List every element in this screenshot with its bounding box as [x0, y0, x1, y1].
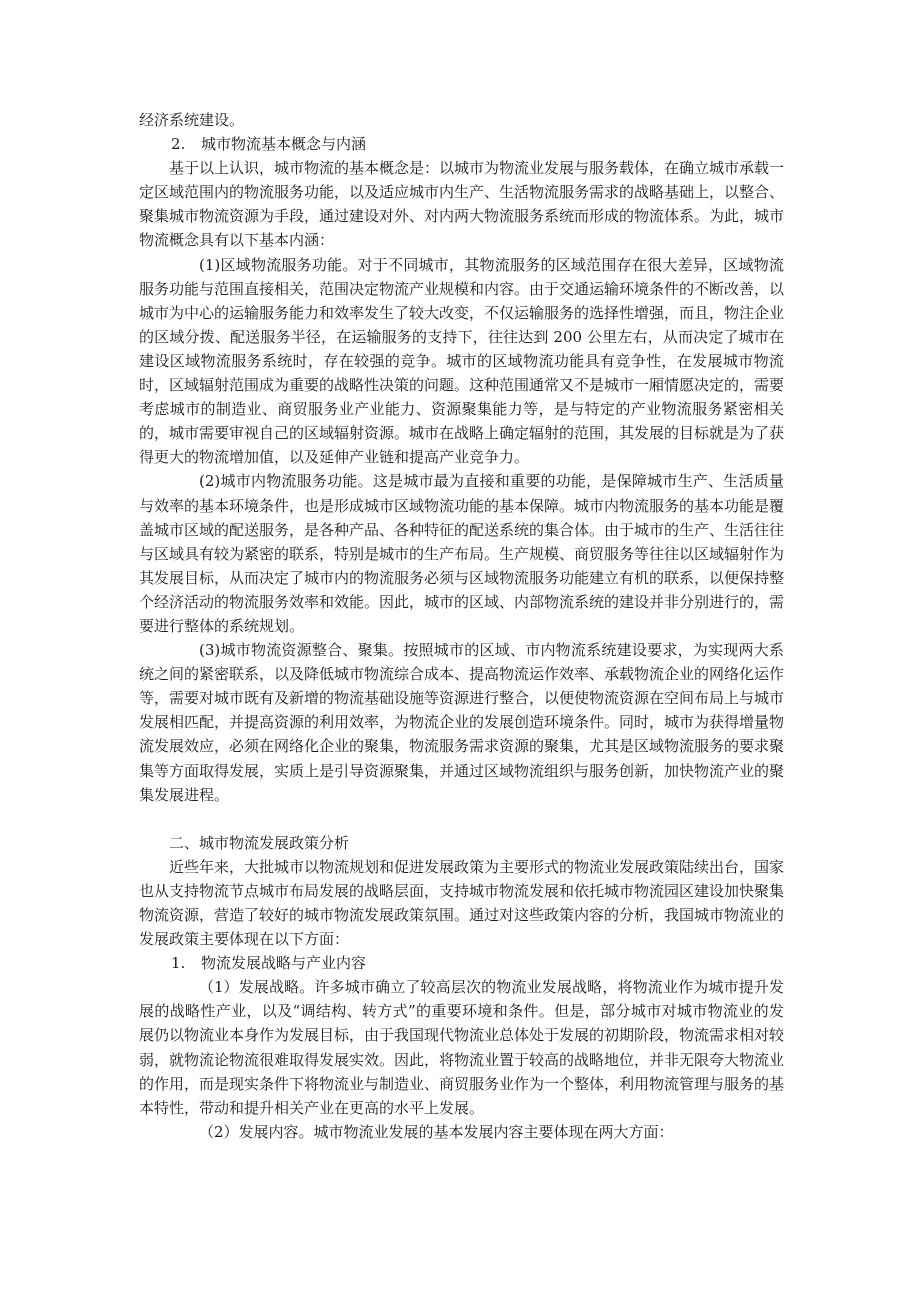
blank-line: [139, 807, 784, 831]
list-item-number: (2): [199, 472, 221, 491]
paragraph-definition: 基于以上认识，城市物流的基本概念是：以城市为物流业发展与服务载体，在确立城市承载一定区域范围内的物流服务功能，以及适应城市内生产、生活物流服务需求的战略基础上，以整合、聚集城市物流资源为手段，通过建设对外、对内两大物流服务系统而形成的物流体系。为此，城市物流概念具有以下基本内涵：: [139, 159, 785, 250]
list-item-number: (3): [199, 641, 221, 660]
subheading-1: [139, 951, 784, 975]
subheading-number: 1.: [171, 954, 186, 973]
sub-item-2: [139, 1120, 784, 1144]
sub-item-number: （1）: [199, 978, 239, 997]
list-item-3: [139, 638, 784, 807]
subheading-text: 城市物流基本概念与内涵: [201, 135, 367, 154]
list-item-text: 城市物流资源整合、聚集。按照城市的区域、市内物流系统建设要求，为实现两大系统之间的紧密联系，以及降低城市物流综合成本、提高物流运作效率、承载物流企业的网络化运作等，需要对城市既有及新增的物流基础设施等资源进行整合，以便使物流资源在空间布局上与城市发展相匹配，并提高资源的利用效率，为物流企业的发展创造环境条件。同时，城市为获得增量物流发展效应，必须在网络化企业的聚集，物流服务需求资源的聚集，尤其是区域物流服务的要求聚集等方面取得发展，实质上是引导资源聚集，并通过区域物流组织与服务创新，加快物流产业的聚集发展进程。: [139, 641, 785, 804]
subheading-number: 2.: [171, 135, 186, 154]
subheading-text: 物流发展战略与产业内容: [201, 954, 367, 973]
list-item-number: (1): [199, 255, 221, 274]
paragraph-continuation: 经济系统建设。: [139, 111, 245, 129]
sub-item-text: 发展战略。许多城市确立了较高层次的物流业发展战略，将物流业作为城市提升发展的战略性产业，以及“调结构、转方式”的重要环境和条件。但是，部分城市对城市物流业的发展仍以物流业本身作为发展目标，由于我国现代物流业总体处于发展的初期阶段，物流需求相对较弱，就物流论物流很难取得发展实效。因此，将物流业置于较高的战略地位，并非无限夸大物流业的作用，而是现实条件下将物流业与制造业、商贸服务业作为一个整体，利用物流管理与服务的基本特性，带动和提升相关产业在更高的水平上发展。: [139, 978, 785, 1117]
sub-item-1: [139, 975, 784, 1120]
subheading-2: [139, 132, 784, 156]
list-item-text: 区域物流服务功能。对于不同城市，其物流服务的区域范围存在很大差异，区域物流服务功能与范围直接相关，范围决定物流产业规模和内容。由于交通运输环境条件的不断改善，以城市为中心的运输服务能力和效率发生了较大改变，不仅运输服务的选择性增强，而且，物注企业的区域分拨、配送服务半径，在运输服务的支持下，往往达到 200 公里左右，从而决定了城市在建设区域物流服务系统时，存在较强的竞争。城市的区域物流功能具有竞争性，在发展城市物流时，区域辐射范围成为重要的战略性决策的问题。这种范围通常又不是城市一厢情愿决定的，需要考虑城市的制造业、商贸服务业产业能力、资源聚集能力等，是与特定的产业物流服务紧密相关的，城市需要审视自己的区域辐射资源。城市在战略上确定辐射的范围，其发展的目标就是为了获得更大的物流增加值，以及延伸产业链和提高产业竞争力。: [139, 255, 785, 467]
sub-item-text: 发展内容。城市物流业发展的基本发展内容主要体现在两大方面：: [238, 1122, 674, 1141]
sub-item-number: （2）: [199, 1122, 239, 1141]
section-heading: 二、城市物流发展政策分析: [169, 833, 350, 852]
paragraph-policy: 近些年来，大批城市以物流规划和促进发展政策为主要形式的物流业发展政策陆续出台，国家也从支持物流节点城市布局发展的战略层面，支持城市物流发展和依托城市物流园区建设加快聚集物流资源，营造了较好的城市物流发展政策氛围。通过对这些政策内容的分析，我国城市物流业的发展政策主要体现在以下方面：: [139, 857, 785, 949]
list-item-1: [139, 253, 784, 470]
list-item-2: [139, 469, 784, 638]
document-page: [139, 108, 784, 1144]
list-item-text: 城市内物流服务功能。这是城市最为直接和重要的功能，是保障城市生产、生活质量与效率的基本环境条件，也是形成城市区域物流功能的基本保障。城市内物流服务的基本功能是覆盖城市区域的配送服务，是各种产品、各种特征的配送系统的集合体。由于城市的生产、生活往往与区域具有较为紧密的联系，特别是城市的生产布局。生产规模、商贸服务等往往以区域辐射作为其发展目标，从而决定了城市内的物流服务必须与区域物流服务功能建立有机的联系，以便保持整个经济活动的物流服务效率和效能。因此，城市的区域、内部物流系统的建设并非分别进行的，需要进行整体的系统规划。: [139, 472, 785, 635]
